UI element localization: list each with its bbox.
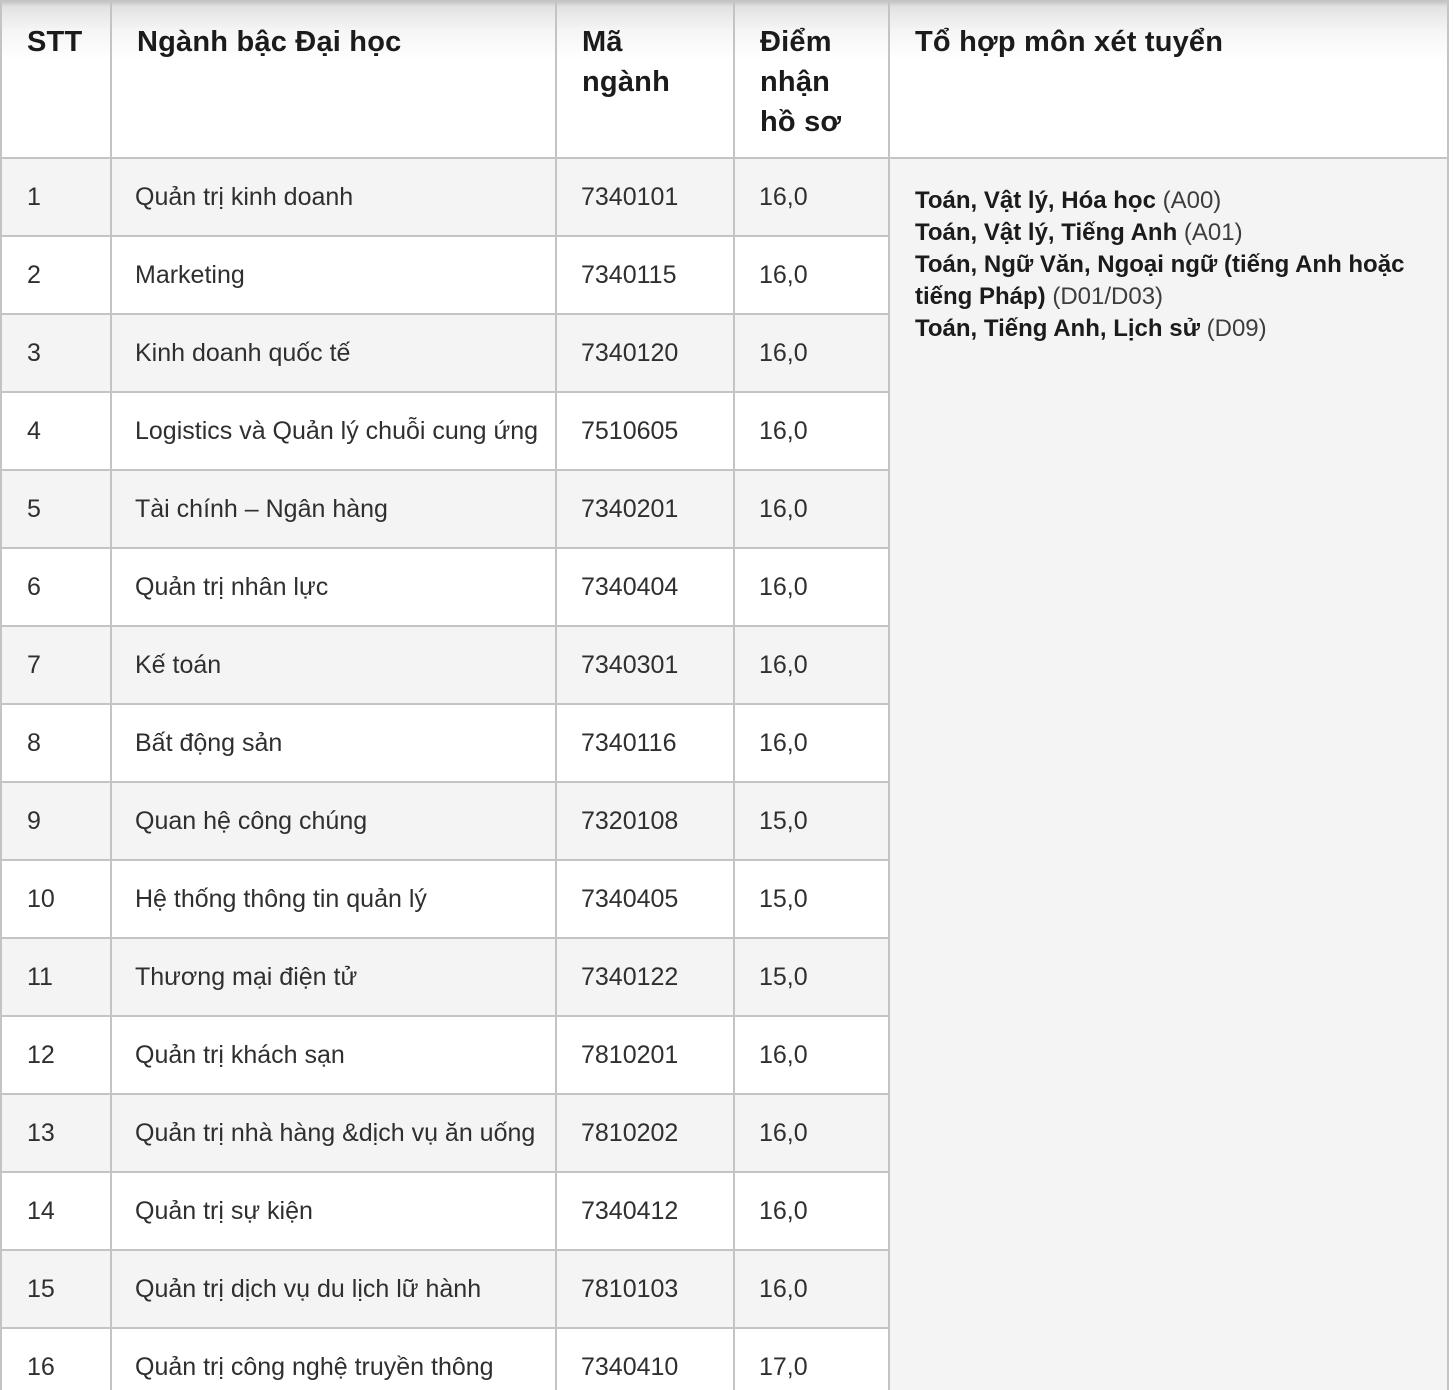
major-name: Quản trị kinh doanh [111, 158, 556, 236]
admission-score: 15,0 [734, 782, 889, 860]
admission-score: 16,0 [734, 314, 889, 392]
major-code: 7810201 [556, 1016, 734, 1094]
row-index: 3 [1, 314, 111, 392]
major-name: Kinh doanh quốc tế [111, 314, 556, 392]
major-name: Quan hệ công chúng [111, 782, 556, 860]
row-index: 5 [1, 470, 111, 548]
row-index: 9 [1, 782, 111, 860]
table-body [1, 158, 1448, 1390]
admission-score: 16,0 [734, 236, 889, 314]
major-code: 7340301 [556, 626, 734, 704]
header-combinations [889, 1, 1448, 158]
combination-code: (A00) [1162, 187, 1222, 214]
row-index: 8 [1, 704, 111, 782]
combination-subjects: Toán, Tiếng Anh, Lịch sử [915, 315, 1200, 342]
table-header [1, 1, 1448, 158]
major-name: Quản trị sự kiện [111, 1172, 556, 1250]
admission-score: 16,0 [734, 1172, 889, 1250]
major-code: 7810103 [556, 1250, 734, 1328]
row-index: 6 [1, 548, 111, 626]
major-code: 7340405 [556, 860, 734, 938]
admission-score: 17,0 [734, 1328, 889, 1390]
major-code: 7340404 [556, 548, 734, 626]
row-index: 10 [1, 860, 111, 938]
table-row [1, 158, 1448, 236]
major-name: Marketing [111, 236, 556, 314]
admission-score: 16,0 [734, 548, 889, 626]
combination-subjects: Toán, Vật lý, Hóa học [915, 187, 1156, 214]
combination-subjects: Toán, Vật lý, Tiếng Anh [915, 219, 1178, 246]
major-code: 7340122 [556, 938, 734, 1016]
subject-combinations-cell [889, 158, 1448, 1390]
row-index: 1 [1, 158, 111, 236]
header-row [1, 1, 1448, 158]
row-index: 16 [1, 1328, 111, 1390]
major-name: Tài chính – Ngân hàng [111, 470, 556, 548]
major-code: 7510605 [556, 392, 734, 470]
major-name: Quản trị nhà hàng &dịch vụ ăn uống [111, 1094, 556, 1172]
admission-score: 16,0 [734, 1094, 889, 1172]
combination-line [915, 185, 1441, 217]
header-stt-label: STT [27, 26, 83, 58]
major-name: Quản trị khách sạn [111, 1016, 556, 1094]
major-code: 7340120 [556, 314, 734, 392]
admission-score: 16,0 [734, 392, 889, 470]
admission-score: 16,0 [734, 704, 889, 782]
header-score-label: Điểm nhận hồ sơ [760, 26, 842, 138]
row-index: 11 [1, 938, 111, 1016]
major-name: Quản trị công nghệ truyền thông [111, 1328, 556, 1390]
major-code: 7340116 [556, 704, 734, 782]
row-index: 15 [1, 1250, 111, 1328]
admission-score: 15,0 [734, 938, 889, 1016]
header-major-label: Ngành bậc Đại học [137, 26, 402, 58]
combination-code: (A01) [1183, 219, 1243, 246]
combination-line [915, 217, 1441, 249]
major-name: Thương mại điện tử [111, 938, 556, 1016]
row-index: 2 [1, 236, 111, 314]
header-score [734, 1, 889, 158]
row-index: 14 [1, 1172, 111, 1250]
major-name: Hệ thống thông tin quản lý [111, 860, 556, 938]
combination-subjects: Toán, Ngữ Văn, Ngoại ngữ (tiếng Anh hoặc tiếng Pháp) [915, 251, 1405, 310]
row-index: 13 [1, 1094, 111, 1172]
header-stt [1, 1, 111, 158]
admission-score: 15,0 [734, 860, 889, 938]
major-code: 7340201 [556, 470, 734, 548]
row-index: 12 [1, 1016, 111, 1094]
major-code: 7340410 [556, 1328, 734, 1390]
header-major [111, 1, 556, 158]
header-major-code [556, 1, 734, 158]
combination-line [915, 313, 1441, 345]
major-code: 7340115 [556, 236, 734, 314]
major-name: Kế toán [111, 626, 556, 704]
admission-score: 16,0 [734, 1250, 889, 1328]
combination-code: (D09) [1206, 315, 1267, 342]
major-code: 7340412 [556, 1172, 734, 1250]
major-code: 7340101 [556, 158, 734, 236]
admission-score: 16,0 [734, 626, 889, 704]
major-name: Quản trị dịch vụ du lịch lữ hành [111, 1250, 556, 1328]
admission-score: 16,0 [734, 158, 889, 236]
header-combinations-label: Tổ hợp môn xét tuyển [915, 26, 1224, 58]
row-index: 4 [1, 392, 111, 470]
admission-score: 16,0 [734, 1016, 889, 1094]
major-code: 7320108 [556, 782, 734, 860]
admission-score: 16,0 [734, 470, 889, 548]
row-index: 7 [1, 626, 111, 704]
combination-line [915, 249, 1441, 313]
combination-code: (D01/D03) [1052, 283, 1164, 310]
major-name: Logistics và Quản lý chuỗi cung ứng [111, 392, 556, 470]
major-name: Bất động sản [111, 704, 556, 782]
major-name: Quản trị nhân lực [111, 548, 556, 626]
major-code: 7810202 [556, 1094, 734, 1172]
header-major-code-label: Mã ngành [582, 26, 670, 98]
